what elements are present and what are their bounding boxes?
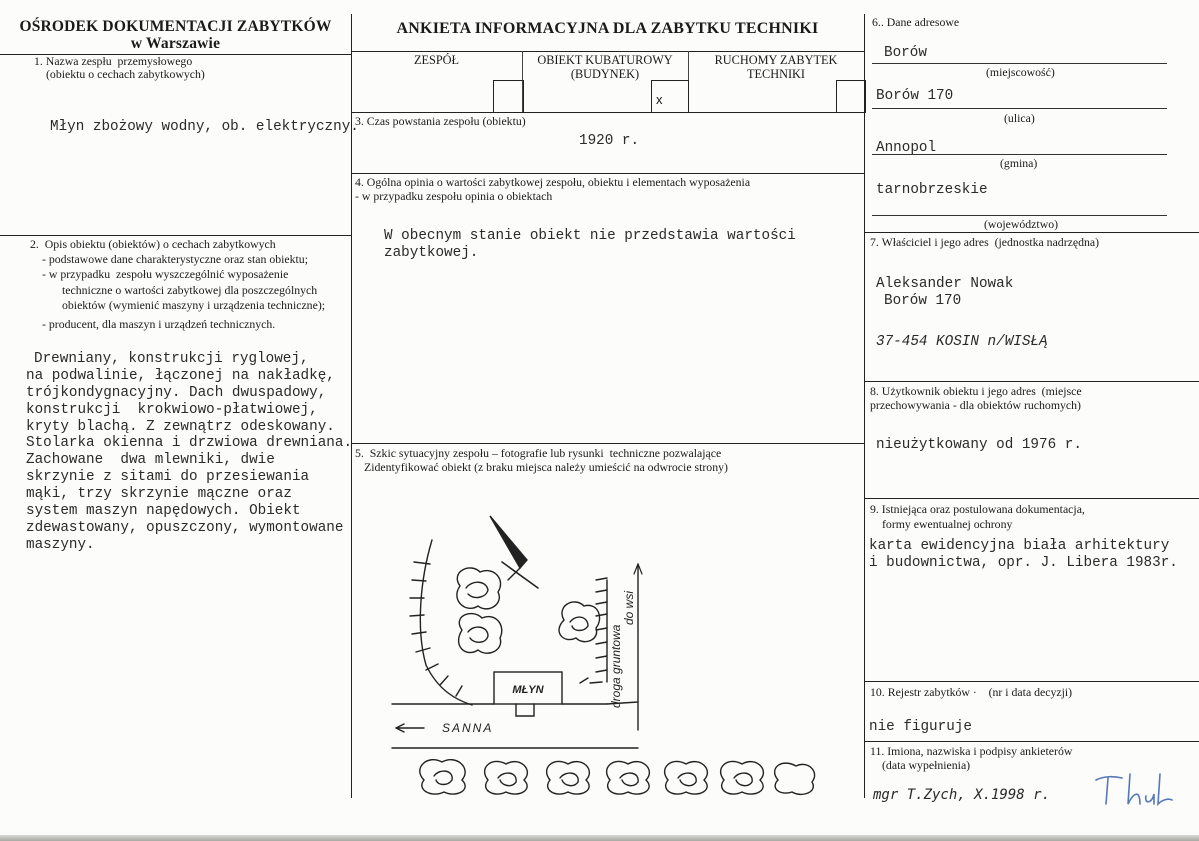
sketch-road-label-2: do wsi bbox=[622, 590, 636, 625]
s2-label-6: - producent, dla maszyn i urządzeń technicznych. bbox=[42, 317, 276, 331]
s2-label-2: - podstawowe dane charakterystyczne oraz stan obiektu; bbox=[42, 252, 308, 266]
s6-ulica-line bbox=[872, 108, 1167, 109]
rule-s1-s2 bbox=[0, 235, 351, 236]
s2-value-1[interactable]: Drewniany, konstrukcji ryglowej, bbox=[34, 351, 309, 367]
s6-miejscowosc-value[interactable]: Borów bbox=[884, 45, 927, 61]
signature bbox=[1094, 770, 1174, 810]
s8-label-1: 8. Użytkownik obiektu i jego adres (miejsce bbox=[870, 384, 1082, 398]
institution-city: w Warszawie bbox=[130, 35, 221, 52]
s4-label-2: - w przypadku zespołu opinia o obiektach bbox=[355, 189, 553, 203]
s8-value[interactable]: nieużytkowany od 1976 r. bbox=[876, 437, 1082, 453]
s2-value-12[interactable]: maszyny. bbox=[26, 537, 95, 553]
check-mark: x bbox=[656, 92, 663, 107]
rule-s8-s9 bbox=[864, 498, 1199, 499]
s9-value-1[interactable]: karta ewidencyjna biała arhitektury bbox=[869, 538, 1170, 554]
s6-miejscowosc-label: (miejscowość) bbox=[986, 65, 1055, 79]
sketch-road-label-1: droga gruntowa bbox=[609, 624, 623, 708]
form-title: ANKIETA INFORMACYJNA DLA ZABYTKU TECHNIKI bbox=[396, 20, 819, 37]
s1-label-1: 1. Nazwa zespłu przemysłowego bbox=[34, 54, 193, 68]
s2-label-3: - w przypadku zespołu wyszczególnić wyposażenie bbox=[42, 267, 289, 281]
north-arrow-icon bbox=[490, 516, 538, 588]
s11-value[interactable]: mgr T.Zych, X.1998 r. bbox=[873, 787, 1051, 803]
s6-gmina-label: (gmina) bbox=[1000, 156, 1038, 170]
s8-label-2: przechowywania - dla obiektów ruchomych) bbox=[870, 398, 1081, 412]
s7-value-2[interactable]: Borów 170 bbox=[884, 293, 962, 309]
s5-label-2: Zidentyfikować obiekt (z braku miejsca należy umieścić na odwrocie strony) bbox=[364, 460, 728, 474]
rule-s10-s11 bbox=[864, 741, 1199, 742]
s2-value-2[interactable]: na podwalinie, łączonej na nakładkę, bbox=[26, 368, 335, 384]
river-bank-left bbox=[410, 540, 472, 705]
type-ruchomy-label-1: RUCHOMY ZABYTEK bbox=[714, 53, 838, 67]
s7-value-3[interactable]: 37-454 KOSIN n/WISŁĄ bbox=[876, 334, 1048, 350]
s9-value-2[interactable]: i budownictwa, opr. J. Libera 1983r. bbox=[869, 555, 1178, 571]
s7-value-1[interactable]: Aleksander Nowak bbox=[876, 276, 1014, 292]
s6-gmina-line bbox=[872, 154, 1167, 155]
trees-bottom bbox=[420, 760, 815, 795]
s6-miejscowosc-line bbox=[872, 63, 1167, 64]
s4-value-2[interactable]: zabytkowej. bbox=[384, 245, 479, 261]
site-sketch bbox=[352, 480, 862, 798]
s6-wojewodztwo-line bbox=[872, 215, 1167, 216]
s1-value[interactable]: Młyn zbożowy wodny, ob. elektryczny. bbox=[50, 119, 359, 135]
sketch-building-label: MŁYN bbox=[512, 684, 544, 696]
tree-right bbox=[559, 602, 600, 642]
s2-value-4[interactable]: konstrukcji krokwiowo-płatwiowej, bbox=[26, 402, 318, 418]
s11-label-2: (data wypełnienia) bbox=[882, 758, 971, 772]
s7-label: 7. Właściciel i jego adres (jednostka nadrzędna) bbox=[870, 235, 1100, 249]
s2-value-7[interactable]: Zachowane dwa mlewniki, dwie bbox=[26, 452, 275, 468]
s10-label: 10. Rejestr zabytków · (nr i data decyzji) bbox=[870, 685, 1073, 699]
s5-label-1: 5. Szkic sytuacyjny zespołu – fotografie lub rysunki techniczne pozwalające bbox=[355, 446, 722, 460]
header-rule-middle bbox=[351, 51, 864, 52]
s2-value-11[interactable]: zdewastowany, opuszczony, wymontowane bbox=[26, 520, 344, 536]
s9-label-2: formy ewentualnej ochrony bbox=[882, 517, 1013, 531]
rule-s6-s7 bbox=[864, 232, 1199, 233]
s6-gmina-value[interactable]: Annopol bbox=[876, 140, 937, 156]
rule-s4-s5 bbox=[351, 443, 864, 444]
s2-value-10[interactable]: system maszyn napędowych. Obiekt bbox=[26, 503, 301, 519]
type-zespol-label: ZESPÓŁ bbox=[413, 53, 460, 67]
s2-value-3[interactable]: trójkondygnacyjny. Dach dwuspadowy, bbox=[26, 385, 327, 401]
sketch-river-label: SANNA bbox=[442, 721, 494, 735]
s6-wojewodztwo-label: (województwo) bbox=[984, 217, 1059, 231]
checkbox-zespol[interactable] bbox=[493, 80, 524, 113]
s2-value-9[interactable]: mąki, trzy skrzynie mączne oraz bbox=[26, 486, 292, 502]
s4-label-1: 4. Ogólna opinia o wartości zabytkowej zespołu, obiektu i elementach wyposażenia bbox=[355, 175, 751, 189]
s6-label: 6.. Dane adresowe bbox=[872, 15, 960, 29]
rule-s7-s8 bbox=[864, 381, 1199, 382]
s2-value-8[interactable]: skrzynie z sitami do przesiewania bbox=[26, 469, 310, 485]
s2-label-1: 2. Opis obiektu (obiektów) o cechach zabytkowych bbox=[30, 237, 276, 251]
trees-left bbox=[457, 568, 502, 653]
type-obiekt-label-1: OBIEKT KUBATUROWY bbox=[537, 53, 673, 67]
rule-type-s3 bbox=[351, 112, 864, 113]
type-ruchomy-label-2: TECHNIKI bbox=[746, 67, 806, 81]
s2-value-6[interactable]: Stolarka okienna i drzwiowa drewniana. bbox=[26, 435, 353, 451]
s2-label-5: obiektów (wymienić maszyny i urządzenia techniczne); bbox=[62, 298, 326, 312]
s1-label-2: (obiektu o cechach zabytkowych) bbox=[46, 67, 205, 81]
paper-edge bbox=[0, 835, 1199, 841]
s6-ulica-value[interactable]: Borów 170 bbox=[876, 88, 954, 104]
type-obiekt-label-2: (BUDYNEK) bbox=[570, 67, 640, 81]
s3-value[interactable]: 1920 r. bbox=[579, 133, 640, 149]
s11-label-1: 11. Imiona, nazwiska i podpisy ankieterów bbox=[870, 744, 1073, 758]
s9-label-1: 9. Istniejąca oraz postulowana dokumentacja, bbox=[870, 502, 1085, 516]
s6-wojewodztwo-value[interactable]: tarnobrzeskie bbox=[876, 182, 988, 198]
checkbox-ruchomy[interactable] bbox=[836, 80, 866, 113]
checkbox-obiekt-kubaturowy[interactable] bbox=[651, 80, 689, 113]
s6-ulica-label: (ulica) bbox=[1004, 111, 1035, 125]
s4-value-1[interactable]: W obecnym stanie obiekt nie przedstawia wartości bbox=[384, 228, 796, 244]
s10-value[interactable]: nie figuruje bbox=[869, 719, 972, 735]
s3-label: 3. Czas powstania zespołu (obiektu) bbox=[355, 114, 526, 128]
rule-s3-s4 bbox=[351, 173, 864, 174]
s2-label-4: techniczne o wartości zabytkowej dla poszczególnych bbox=[62, 283, 318, 297]
institution-name: OŚRODEK DOKUMENTACJI ZABYTKÓW bbox=[19, 18, 332, 35]
s2-value-5[interactable]: kryty blachą. Z zewnątrz odeskowany. bbox=[26, 419, 335, 435]
rule-s9-s10 bbox=[864, 681, 1199, 682]
